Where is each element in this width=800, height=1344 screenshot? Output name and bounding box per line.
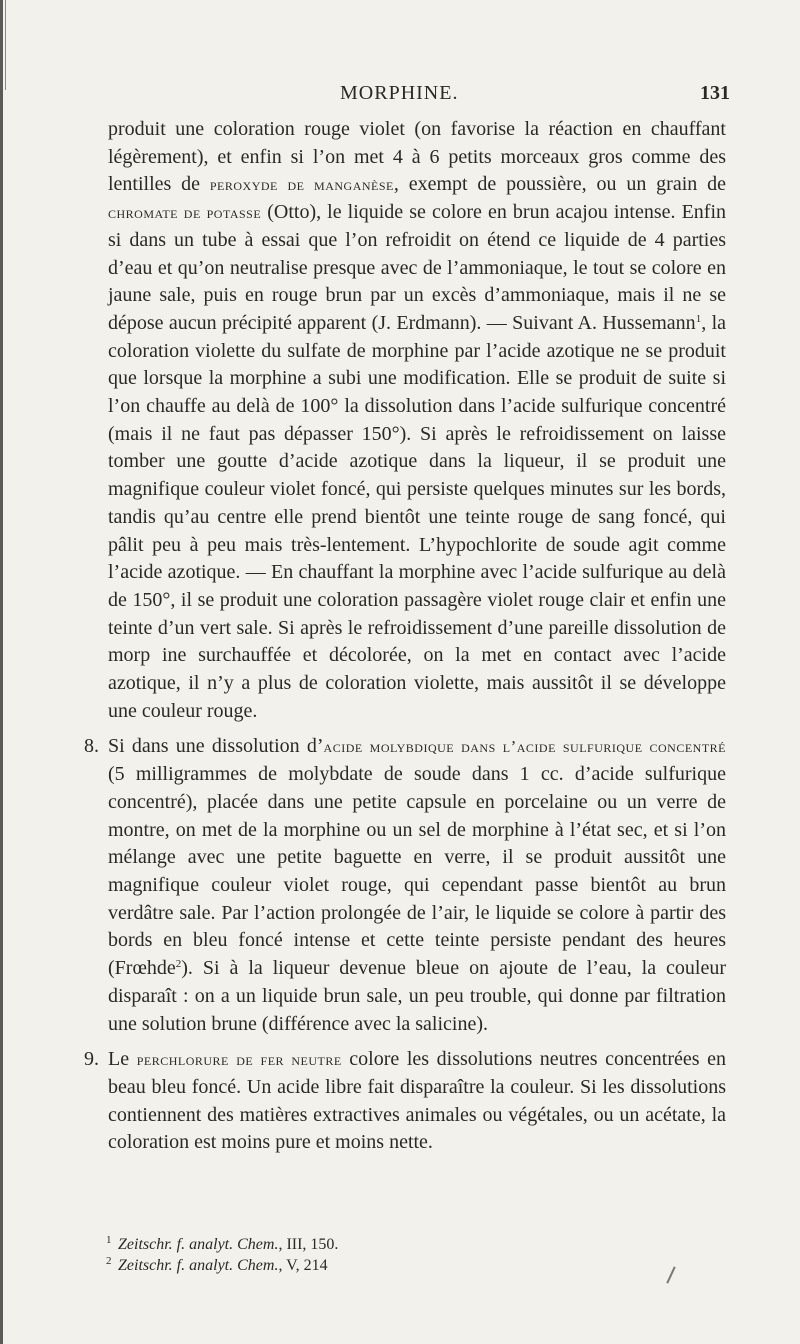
text-run: (5 milligrammes de molybdate de soude dans 1 cc. d’acide sulfurique concentré), placée dans une petite capsule en porcelaine ou un verre de montre, on met de la morphine ou un sel de morphine à l’état sec, et si l’on mélange avec une petite baguette en verre, il se produit aussitôt une magnifique couleur violet rouge, qui cependant passe bientôt au brun verdâtre sale. Par l’action prolongée de l’air, le liquide se colore à partir des bords en bleu foncé intense et cette teinte persiste pendant des heures (Frœhde <box>108 763 726 980</box>
page-binding-edge-line <box>5 0 6 90</box>
entry-number: 8. <box>84 735 99 758</box>
main-text <box>84 116 727 1157</box>
text-run: Le <box>108 1048 137 1071</box>
page-number: 131 <box>700 82 730 104</box>
text-run: colore les dissolutions neutres concentrées en beau bleu foncé. Un acide libre fait disparaître la couleur. Si les dissolutions contiennent des matières extractives animales ou végétales, ou un acétate, la coloration est moins pure et moins nette. <box>108 1048 726 1154</box>
text-run: (Otto), le liquide se colore en brun acajou intense. Enfin si dans un tube à essai que l’on refroidit on étend ce liquide de 4 parties d’eau et qu’on neutralise presque avec de l’ammoniaque, le tout se colore en jaune sale, puis en rouge brun par un excès d’ammoniaque, mais il ne se dépose aucun précipité apparent (J. Erdmann). — Suivant A. Hussemann <box>108 201 727 334</box>
text-run: Si dans une dissolution d’ <box>108 735 324 758</box>
paragraph-continuation <box>108 116 726 725</box>
entry-number: 9. <box>84 1048 99 1071</box>
text-run: ). Si à la liqueur devenue bleue on ajoute de l’eau, la couleur disparaît : on a un liquide brun sale, un peu trouble, qui donne par filtration une solution brune (différence avec la salicine). <box>108 957 726 1035</box>
reagent-name: peroxyde de manganèse <box>209 175 394 195</box>
footnotes <box>108 1234 726 1276</box>
entry-8 <box>84 733 727 1038</box>
footnote-mark: 2 <box>106 1255 112 1267</box>
text-run: , exempt de poussière, ou un grain de <box>393 173 726 196</box>
entry-9 <box>84 1046 726 1157</box>
page-binding-edge <box>0 0 3 1344</box>
footnote-ref: 1 <box>695 312 702 325</box>
reagent-name: chromate de potasse <box>108 203 262 223</box>
citation-ref: , III, 150. <box>278 1236 339 1253</box>
running-title: MORPHINE. <box>340 82 459 104</box>
footnote-2 <box>108 1255 726 1276</box>
journal-title: Zeitschr. f. analyt. Chem. <box>118 1236 279 1253</box>
footnote-ref: 2 <box>175 958 182 971</box>
footnote-1 <box>108 1234 726 1255</box>
footnote-mark: 1 <box>106 1234 112 1246</box>
text-run: , la coloration violette du sulfate de morphine par l’acide azotique ne se produit que lorsque la morphine a subi une modification. Elle se produit de suite si l’on chauffe au delà de 100° la dissolution dans l’acide sulfurique concentré (mais il ne faut pas dépasser 150°). Si après le refroidissement on laisse tomber une goutte d’acide azotique dans la liqueur, il se produit une magnifique couleur violet foncé, qui persiste quelques minutes sur les bords, tandis qu’au centre elle prend bientôt une teinte rouge de sang foncé, qui pâlit peu à peu mais très-lentement. L’hypochlorite de soude agit comme l’acide azotique. — En chauffant la morphine avec l’acide sulfurique au delà de 150°, il se produit une coloration passagère violet rouge clair et enfin une teinte d’un vert sale. Si après le refroidissement d’une pareille dissolution de morp ine surchauffée et décolorée, on la met en contact avec l’acide azotique, il n’y a plus de coloration violette, mais aussitôt il se développe une couleur rouge. <box>108 311 726 722</box>
page-header <box>130 82 730 110</box>
journal-title: Zeitschr. f. analyt. Chem. <box>118 1257 279 1274</box>
reagent-name: perchlorure de fer neutre <box>136 1050 342 1070</box>
reagent-name: acide molybdique dans l’acide sulfurique concentré <box>323 737 727 757</box>
text-run: produit une coloration rouge violet (on favorise la réaction en chauffant légèrement), et enfin si l’on met 4 à 6 petits morceaux gros comme des lentilles de <box>108 118 726 196</box>
citation-ref: , V, 214 <box>278 1257 328 1274</box>
